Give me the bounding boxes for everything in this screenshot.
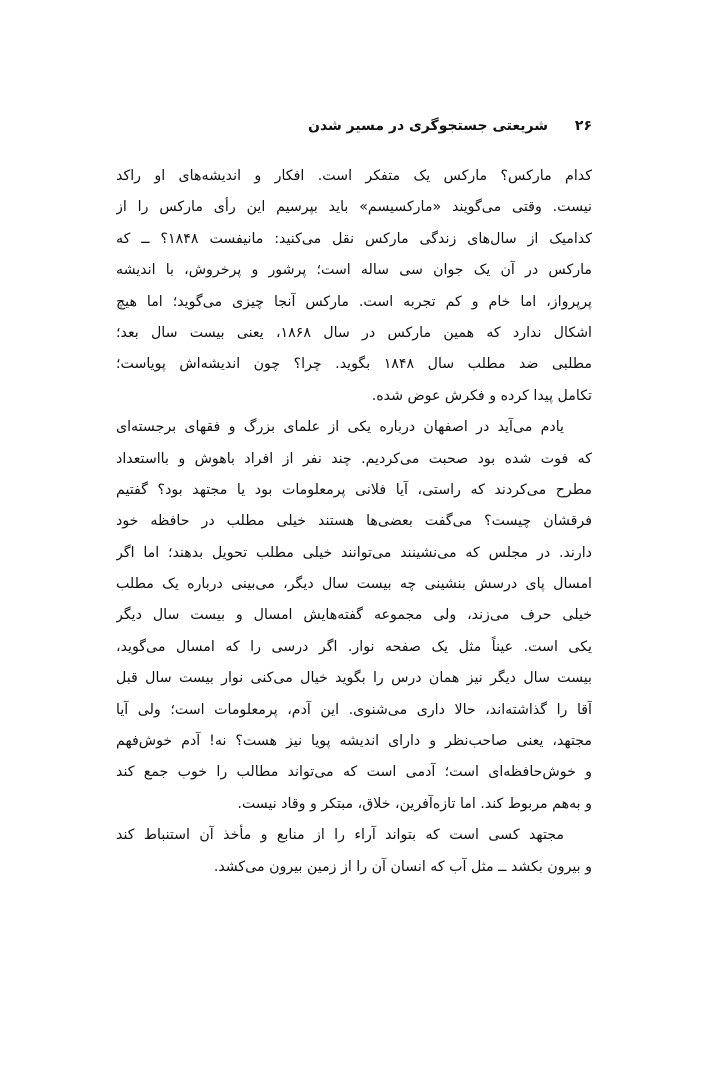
page-number: ۲۶ — [574, 118, 592, 134]
text-line: یادم می‌آید در اصفهان درباره یکی از علمای بزرگ و فقهای برجسته‌ای — [116, 419, 564, 436]
text-line: امسال پای درسش بنشینی چه بیست سال دیگر، می‌بینی درباره یک مطلب — [116, 576, 592, 593]
text-line: بیست سال دیگر نیز همان درس را بگوید خیال می‌کنی نوار بیست سال قبل — [116, 670, 592, 687]
text-line: که فوت شده بود صحبت می‌کردیم. چند نفر از افراد باهوش و بااستعداد — [116, 450, 592, 467]
text-line: مطلبی ضد مطلب سال ۱۸۴۸ بگوید. چرا؟ چون اندیشه‌اش پویاست؛ — [116, 356, 592, 373]
text-line: آقا را گذاشته‌اند، حالا داری می‌شنوی. این آدم، پرمعلومات است؛ ولی آیا — [116, 701, 592, 718]
text-line: مارکس در آن یک جوان سی ساله است؛ پرشور و پرخروش، با اندیشه — [116, 262, 592, 279]
text-line: کدامیک از سال‌های زندگی مارکس نقل می‌کنید: مانیفست ۱۸۴۸؟ ــ که — [116, 230, 592, 247]
text-line: نیست. وقتی می‌گویند «مارکسیسم» باید بپرسیم این رأی مارکس را از — [116, 199, 592, 216]
text-line: پرپرواز، اما خام و کم تجربه است. مارکس آنجا چیزی می‌گوید؛ اما هیچ — [116, 293, 592, 310]
text-line: تکامل پیدا کرده و فکرش عوض شده. — [371, 387, 592, 404]
text-line: و بیرون بکشد ــ مثل آب که انسان آن را از زمین بیرون می‌کشد. — [213, 858, 592, 875]
text-line: یکی است. عیناً مثل یک صفحه نوار. اگر درسی را که امسال می‌گوید، — [116, 638, 592, 655]
text-line: دارند. در مجلس که می‌نشینند می‌توانند خیلی مطلب تحویل بدهند؛ اما اگر — [116, 544, 592, 561]
body-text — [116, 161, 592, 883]
text-line: فرقشان چیست؟ می‌گفت بعضی‌ها هستند خیلی مطلب در حافظه خود — [116, 513, 592, 530]
running-title: شریعتی جستجوگری در مسیر شدن — [308, 118, 548, 134]
text-line: اشکال ندارد که همین مارکس در سال ۱۸۶۸، یعنی بیست سال بعد؛ — [116, 324, 592, 341]
text-line: مجتهد، یعنی صاحب‌نظر و دارای اندیشه پویا نیز هست؟ نه! آدم خوش‌فهم — [116, 733, 592, 750]
text-line: خیلی حرف می‌زند، ولی مجموعه گفته‌هایش امسال و بیست سال دیگر — [116, 607, 592, 624]
text-line: مطرح می‌کردند که راستی، آیا فلانی پرمعلومات بود یا مجتهد بود؟ گفتیم — [116, 481, 592, 498]
text-line: مجتهد کسی است که بتواند آراء را از منابع و مأخذ آن استنباط کند — [116, 827, 564, 844]
text-line: و به‌هم مربوط کند. اما تازه‌آفرین، خلاق، مبتکر و وقاد نیست. — [237, 795, 592, 812]
text-line: و خوش‌حافظه‌ای است؛ آدمی است که می‌تواند مطالب را خوب جمع کند — [116, 764, 592, 781]
text-line: کدام مارکس؟ مارکس یک متفکر است. افکار و اندیشه‌های او راکد — [116, 168, 592, 184]
running-header — [116, 118, 592, 142]
